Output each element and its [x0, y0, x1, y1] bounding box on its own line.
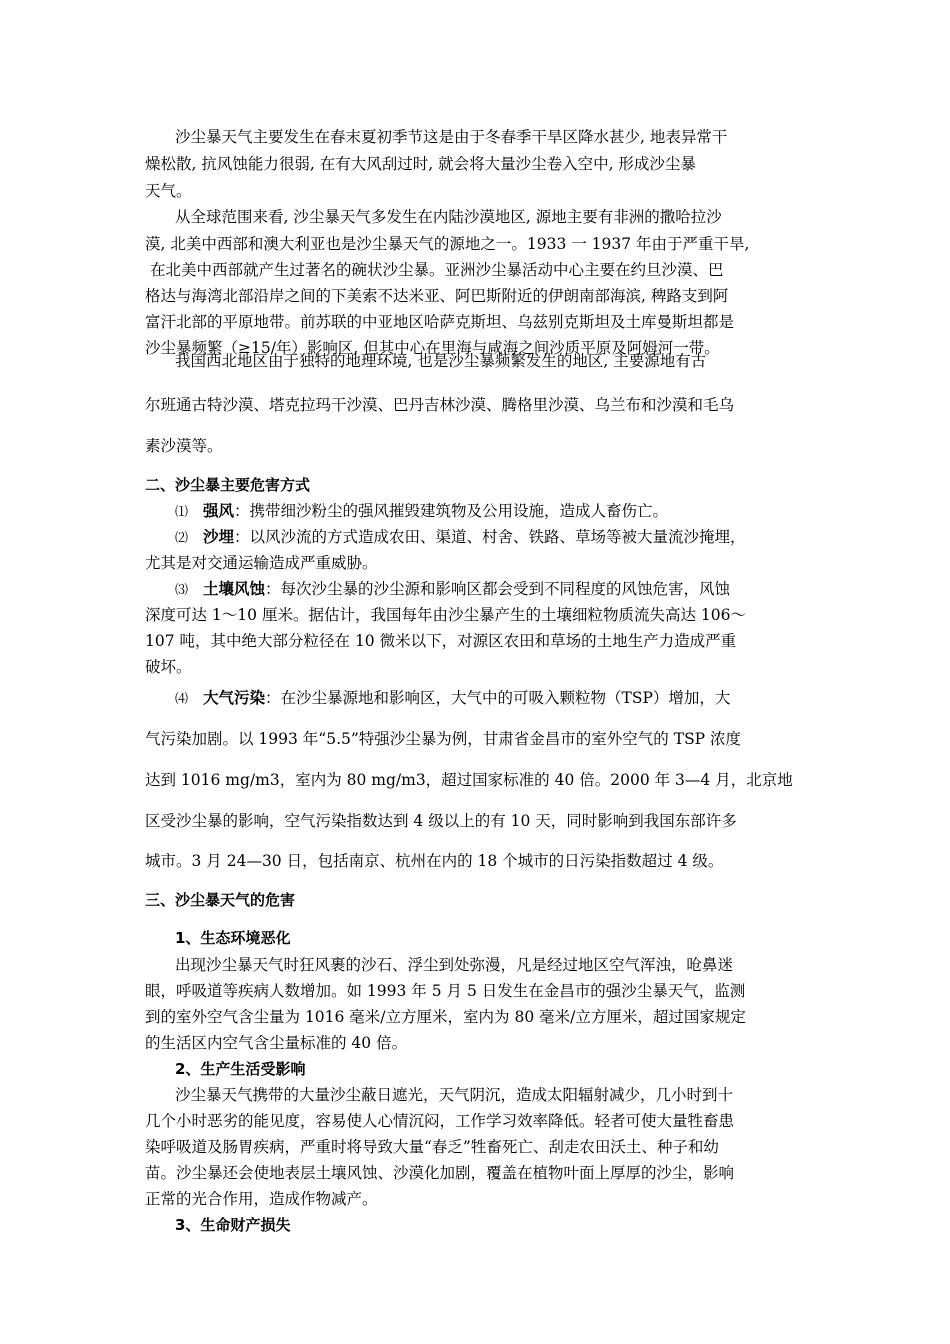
paragraph-line: 沙尘暴频繁（≥15/年）影响区, 但其中心在里海与咸海之间沙质平原及阿姆河一带。	[145, 339, 720, 357]
paragraph-line: 苗。沙尘暴还会使地表层土壤风蚀、沙漠化加剧，覆盖在植物叶面上厚厚的沙尘，影响	[145, 1164, 735, 1182]
paragraph-line: 染呼吸道及肠胃疾病，严重时将导致大量“春乏”牲畜死亡、刮走农田沃土、种子和幼	[145, 1138, 719, 1156]
item-number: ⑷	[175, 692, 189, 707]
paragraph-line: 区受沙尘暴的影响，空气污染指数达到 4 级以上的有 10 天，同时影响到我国东部许多	[145, 812, 737, 830]
paragraph-line: 素沙漠等。	[145, 437, 223, 455]
paragraph-line: 尤其是对交通运输造成严重威胁。	[145, 554, 378, 572]
paragraph-line: 正常的光合作用，造成作物减产。	[145, 1190, 378, 1208]
list-item	[175, 500, 810, 524]
paragraph-line: 107 吨，其中绝大部分粒径在 10 微米以下，对源区农田和草场的土地生产力造成严重	[145, 632, 737, 650]
paragraph-line: 沙尘暴天气主要发生在春末夏初季节这是由于冬春季干旱区降水甚少, 地表异常干	[175, 128, 728, 146]
item-text: ：以风沙流的方式造成农田、渠道、村舍、铁路、草场等被大量流沙掩埋，	[234, 528, 746, 546]
subsection-heading: 1、生态环境恶化	[175, 929, 291, 947]
item-number: ⑴	[175, 505, 189, 520]
item-text: ：携带细沙粉尘的强风摧毁建筑物及公用设施，造成人畜伤亡。	[234, 502, 669, 520]
list-item	[175, 578, 810, 602]
list-item	[175, 687, 810, 711]
paragraph-line: 尔班通古特沙漠、塔克拉玛干沙漠、巴丹吉林沙漠、腾格里沙漠、乌兰布和沙漠和毛乌	[145, 396, 735, 414]
item-term: 大气污染	[203, 689, 266, 707]
item-number: ⑶	[175, 583, 189, 598]
paragraph-line: 达到 1016 mg/m3，室内为 80 mg/m3，超过国家标准的 40 倍。2000 年 3—4 月，北京地	[145, 771, 793, 789]
section-heading: 三、沙尘暴天气的危害	[145, 891, 296, 909]
paragraph-line: 几个小时恶劣的能见度，容易使人心情沉闷，工作学习效率降低。轻者可使大量牲畜患	[145, 1112, 735, 1130]
item-text: ：每次沙尘暴的沙尘源和影响区都会受到不同程度的风蚀危害，风蚀	[265, 580, 731, 598]
item-number: ⑵	[175, 531, 189, 546]
paragraph-line: 富汗北部的平原地带。前苏联的中亚地区哈萨克斯坦、乌兹别克斯坦及土库曼斯坦都是	[145, 313, 735, 331]
item-term: 沙埋	[203, 528, 235, 546]
paragraph-line: 出现沙尘暴天气时狂风裹的沙石、浮尘到处弥漫，凡是经过地区空气浑浊，呛鼻迷	[175, 956, 734, 974]
paragraph-line: 气污染加剧。以 1993 年“5.5”特强沙尘暴为例，甘肃省金昌市的室外空气的 TSP 浓度	[145, 730, 742, 748]
paragraph-line: 从全球范围来看, 沙尘暴天气多发生在内陆沙漠地区, 源地主要有非洲的撒哈拉沙	[175, 208, 722, 226]
paragraph-line: 沙尘暴天气携带的大量沙尘蔽日遮光，天气阴沉，造成太阳辐射减少，几小时到十	[175, 1086, 734, 1104]
paragraph-line: 燥松散, 抗风蚀能力很弱, 在有大风刮过时, 就会将大量沙尘卷入空中, 形成沙尘暴	[145, 155, 696, 173]
subsection-heading: 2、生产生活受影响	[175, 1060, 306, 1078]
paragraph-line: 城市。3 月 24—30 日，包括南京、杭州在内的 18 个城市的日污染指数超过 4 级。	[145, 852, 724, 870]
paragraph-line: 格达与海湾北部沿岸之间的下美索不达米亚、阿巴斯附近的伊朗南部海滨, 稗路支到阿	[145, 287, 729, 305]
list-item	[175, 526, 810, 550]
paragraph-line: 深度可达 1～10 厘米。据估计，我国每年由沙尘暴产生的土壤细粒物质流失高达 106～	[145, 606, 746, 624]
item-term: 土壤风蚀	[203, 580, 266, 598]
item-term: 强风	[203, 502, 235, 520]
paragraph-line: 的生活区内空气含尘量标准的 40 倍。	[145, 1034, 408, 1052]
item-text: ：在沙尘暴源地和影响区，大气中的可吸入颗粒物（TSP）增加，大	[265, 689, 731, 707]
paragraph-line: 我国西北地区由于独特的地理环境, 也是沙尘暴频繁发生的地区, 主要源地有古	[175, 352, 707, 370]
subsection-heading: 3、生命财产损失	[175, 1216, 291, 1234]
paragraph-line: 到的室外空气含尘量为 1016 毫米/立方厘米，室内为 80 毫米/立方厘米，超过国家规定	[145, 1008, 746, 1026]
section-heading: 二、沙尘暴主要危害方式	[145, 476, 311, 494]
paragraph-line: 破坏。	[145, 658, 192, 676]
paragraph-line: 在北美中西部就产生过著名的碗状沙尘暴。亚洲沙尘暴活动中心主要在约旦沙漠、巴	[150, 261, 724, 279]
paragraph-line: 眼，呼吸道等疾病人数增加。如 1993 年 5 月 5 日发生在金昌市的强沙尘暴天气，监测	[145, 982, 746, 1000]
paragraph-line: 漠, 北美中西部和澳大利亚也是沙尘暴天气的源地之一。1933 一 1937 年由于严重干旱,	[145, 235, 750, 253]
paragraph-line: 天气。	[145, 182, 192, 200]
